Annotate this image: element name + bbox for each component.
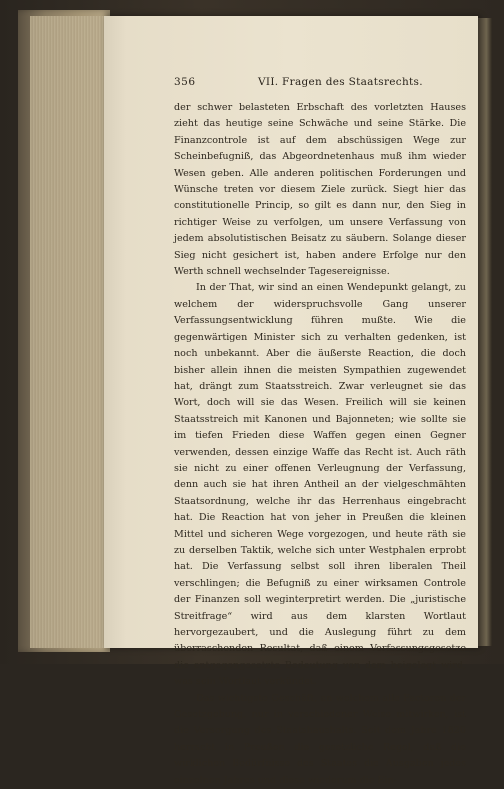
paragraph: In der That, wir sind an einen Wendepunkt gelangt, zu welchem der widerspruchsvolle Gang unserer Verfassungsentwicklung führen mußte. Wie die gegenwärtigen Minister sich zu verhalten gedenken, ist noch unbekannt. Aber die äußerste Reaction, die doch bisher allein ihnen die meisten Sympathien zugewendet hat, drängt zum Staatsstreich. Zwar verleugnet sie das Wort, doch will sie das Wesen. Freilich will sie keinen Staatsstreich mit Kanonen und Bajonneten; wie sollte sie im tiefen Frieden diese Waffen gegen einen Gegner verwenden, dessen einzige Waffe das Recht ist. Auch räth sie nicht zu einer offenen Verleugnung der Verfassung, denn auch sie hat ihren Antheil an der vielgeschmähten Staatsordnung, welche ihr das Herrenhaus eingebracht hat. Die Reaction hat von jeher in Preußen die kleinen Mittel und sicheren Wege vorgezogen, und heute räth sie zu derselben Taktik, welche sich unter Westphalen erprobt hat. Die Verfassung selbst soll ihren liberalen Theil verschlingen; die Befugniß zu einer wirksamen Controle der Finanzen soll weginterpretirt werden. Die „juristische Streitfrage“ wird aus dem klarsten Wortlaut hervorgezaubert, und die Auslegung führt zu dem überraschenden Resultat, daß einem Verfassungsgesetze die entgegengesetzte Bedeutung von dem beigelegt wird, was sein Wortlaut verkündet. <box>174 282 466 688</box>
paragraph: der schwer belasteten Erbschaft des vorletzten Hauses zieht das heutige seine Schwäche und seine Stärke. Die Finanzcontrole ist auf dem abschüssigen Wege zur Scheinbefugniß, das Abgeordnetenhaus muß ihm wieder Wesen geben. Alle anderen politischen Forderungen und Wünsche treten vor diesem Ziele zurück. Siegt hier das constitutionelle Princip, so gilt es dann nur, den Sieg in richtiger Weise zu verfolgen, um unsere Verfassung von jedem absolutistischen Beisatz zu säubern. Solange dieser Sieg nicht gesichert ist, haben andere Erfolge nur den Werth schnell wechselnder Tagesereignisse. <box>174 102 466 278</box>
body-text <box>174 100 466 789</box>
book-right-edge <box>478 18 492 646</box>
page-number: 356 <box>174 76 196 88</box>
page-header <box>174 76 466 92</box>
paragraph: Das wichtigste Geschäft, an welchem alle Factoren der Gesetzgebung, nur in verschiedener Weise mitwirken, ist die Versorgung des Staatshaushalts. Seit dem Jahre 1820 herrscht in Preußen die gesetzliche Regel, daß die wirklichen Bedürfnisse des Staates die Ausgaben jedes einzelnen Jahres und diese wiederum die Ein- <box>174 692 466 786</box>
running-title: VII. Fragen des Staatsrechts. <box>258 76 423 88</box>
page-edges <box>30 16 110 648</box>
